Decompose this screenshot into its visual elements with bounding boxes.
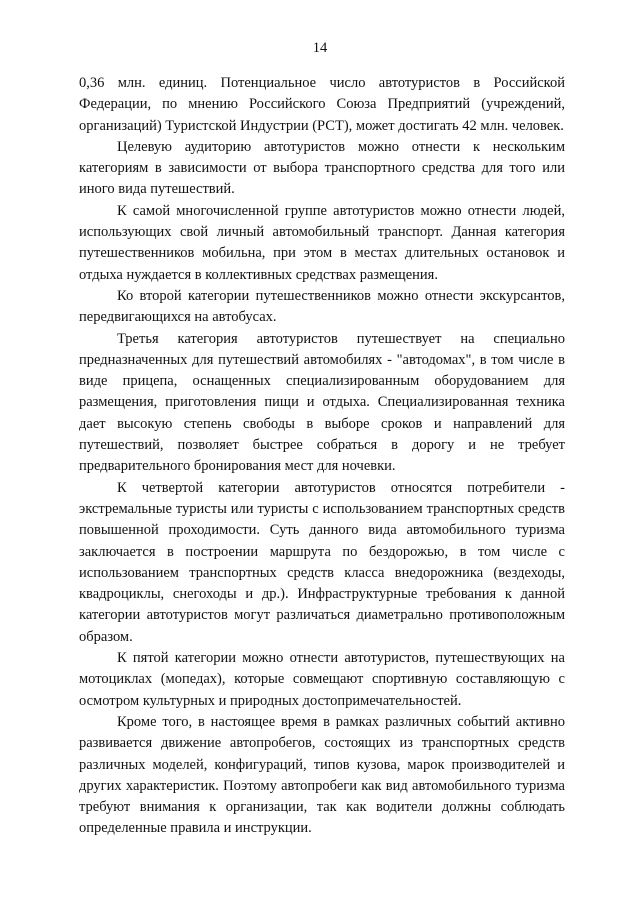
paragraph-category-five: К пятой категории можно отнести автотуристов, путешествующих на мотоциклах (мопедах), которые совмещают спортивную составляющую с осмотром культурных и природных достопримечательностей. (79, 650, 565, 709)
paragraph-category-four: К четвертой категории автотуристов относятся потребители - экстремальные туристы или туристы с использованием транспортных средств повышенной проходимости. Суть данного вида автомобильного туризма заключается в построении маршрута по бездорожью, в том числе с использованием транспортных средств класса внедорожника (вездеходы, квадроциклы, снегоходы и др.). Инфраструктурные требования к данной категории автотуристов могут различаться диаметрально противоположным образом. (79, 479, 565, 645)
paragraph-continuation: 0,36 млн. единиц. Потенциальное число автотуристов в Российской Федерации, по мнению Российского Союза Предприятий (учреждений, организаций) Туристской Индустрии (РСТ), может достигать 42 млн. человек. (79, 75, 565, 134)
page-number: 14 (312, 40, 328, 56)
paragraph-category-two: Ко второй категории путешественников можно отнести экскурсантов, передвигающихся на автобусах. (79, 287, 565, 326)
paragraph-motor-rallies: Кроме того, в настоящее время в рамках различных событий активно развивается движение автопробегов, состоящих из транспортных средств различных моделей, конфигураций, типов кузова, марок производителей и других характеристик. Поэтому автопробеги как вид автомобильного туризма требуют внимания к организации, так как водители должны соблюдать определенные правила и инструкции. (79, 713, 565, 837)
paragraph-target-audience: Целевую аудиторию автотуристов можно отнести к нескольким категориям в зависимости от выбора транспортного средства для того или иного вида путешествий. (79, 138, 565, 198)
paragraph-category-one: К самой многочисленной группе автотуристов можно отнести людей, использующих свой личный автомобильный транспорт. Данная категория путешественников мобильна, при этом в местах длительных остановок и отдыха нуждается в коллективных средствах размещения. (79, 202, 565, 283)
document-body (79, 73, 565, 840)
paragraph-category-three: Третья категория автотуристов путешествует на специально предназначенных для путешествий автомобилях - "автодомах", в том числе в виде прицепа, оснащенных специализированным оборудованием для размещения, приготовления пищи и отдыха. Специализированная техника дает высокую степень свободы в выборе сроков и направлений для путешествий, позволяет быстрее собраться в дорогу и не требует предварительного бронирования мест для ночевки. (79, 330, 565, 475)
